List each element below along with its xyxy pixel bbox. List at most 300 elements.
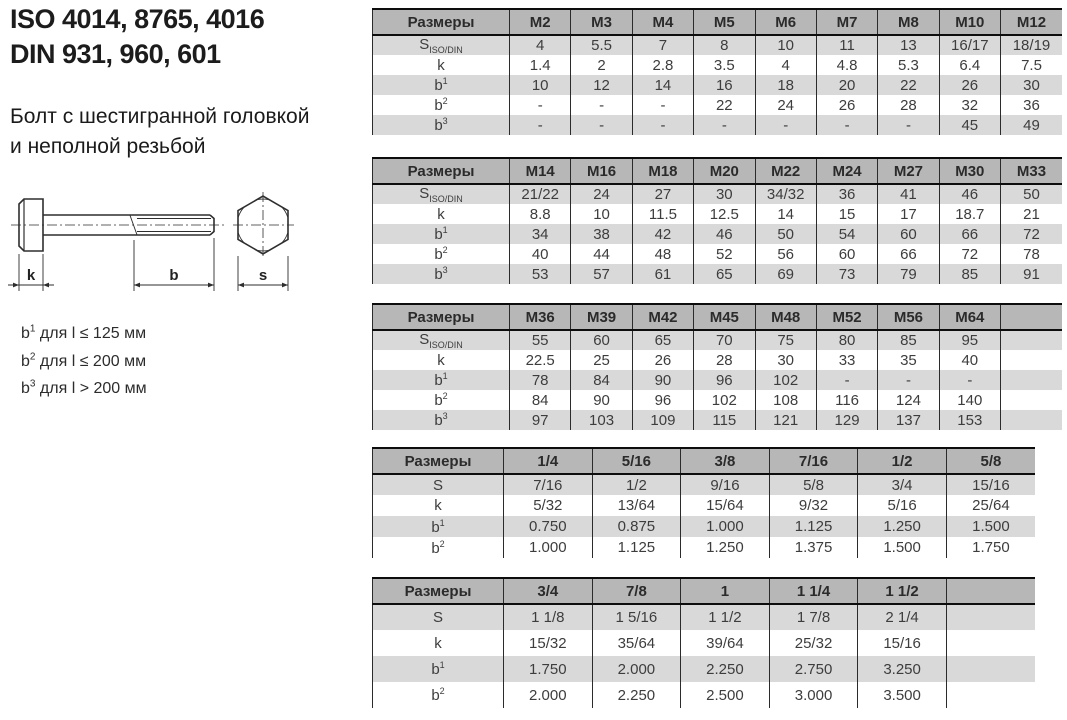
dimension-value: 0.750: [504, 516, 593, 537]
dimension-value: 26: [939, 75, 1000, 95]
dimension-value: 84: [571, 370, 632, 390]
size-column-header: M24: [816, 158, 877, 184]
thread-length-notes: [21, 320, 147, 403]
dimension-value: 84: [510, 390, 571, 410]
dimension-value: 1.750: [504, 656, 593, 682]
size-column-header: M4: [632, 9, 693, 35]
dimension-value: 1.000: [681, 516, 770, 537]
dimension-value: 18.7: [939, 204, 1000, 224]
table-row: [373, 390, 1063, 410]
size-column-header: M45: [694, 304, 755, 330]
dimension-value: 16: [694, 75, 755, 95]
dimension-value: 22.5: [510, 350, 571, 370]
dimension-value: 66: [878, 244, 939, 264]
dimension-value: 11.5: [632, 204, 693, 224]
dimension-value: 42: [632, 224, 693, 244]
metric-table-m2-m12: [372, 8, 1062, 135]
dimension-row-label: $b^1$: [373, 224, 510, 244]
dimension-value: 5/16: [858, 495, 947, 516]
size-column-header: M8: [878, 9, 939, 35]
dimension-value: 28: [878, 95, 939, 115]
dimension-lines: [8, 238, 288, 291]
dimension-row-label: k: [373, 495, 504, 516]
size-column-header: 1/2: [858, 448, 947, 474]
table-row: [373, 115, 1063, 135]
iso-standards-title: ISO 4014, 8765, 4016: [10, 4, 265, 34]
dimension-value: 3/4: [858, 474, 947, 495]
dimension-row-label: k: [373, 630, 504, 656]
dimension-value: 7/16: [504, 474, 593, 495]
dimension-value: 103: [571, 410, 632, 430]
dimension-row-label: $b^2$: [373, 682, 504, 708]
dimension-value: 44: [571, 244, 632, 264]
dimension-value: 8.8: [510, 204, 571, 224]
dimension-value: 13/64: [592, 495, 681, 516]
dimension-value: -: [816, 115, 877, 135]
dimension-value: 27: [632, 184, 693, 204]
dimension-value: 9/32: [769, 495, 858, 516]
dimension-value: 16/17: [939, 35, 1000, 55]
dimension-value: 25: [571, 350, 632, 370]
metric-table-m36-m64: [372, 303, 1062, 430]
table-row: [373, 604, 1036, 630]
din-standards-title: DIN 931, 960, 601: [10, 39, 221, 70]
dimension-value: 40: [510, 244, 571, 264]
bolt-technical-drawing: [6, 188, 298, 302]
dimension-value: 5.3: [878, 55, 939, 75]
dimension-row-label: $b^3$: [373, 264, 510, 284]
table-corner-header: Размеры: [373, 448, 504, 474]
dimension-value: -: [571, 115, 632, 135]
dimension-value: 2.250: [681, 656, 770, 682]
dimension-value: 24: [571, 184, 632, 204]
size-column-header: M20: [694, 158, 755, 184]
dimension-row-label: $b^1$: [373, 516, 504, 537]
size-column-header: M36: [510, 304, 571, 330]
table-row: [373, 224, 1063, 244]
table-row: [373, 370, 1063, 390]
dimension-value: 1.250: [858, 516, 947, 537]
dimension-row-label: $b^3$: [373, 410, 510, 430]
dimension-value: 2: [571, 55, 632, 75]
table-row: [373, 75, 1063, 95]
dimension-value: -: [632, 95, 693, 115]
size-column-header: M30: [939, 158, 1000, 184]
size-column-header: 3/8: [681, 448, 770, 474]
dimension-value: 1.125: [592, 537, 681, 558]
dimension-value: 4: [755, 55, 816, 75]
dimension-value: -: [878, 115, 939, 135]
dimension-value: 7: [632, 35, 693, 55]
dimension-value: 33: [816, 350, 877, 370]
dimension-value: 21/22: [510, 184, 571, 204]
table-row: [373, 516, 1036, 537]
dimension-value: 12: [571, 75, 632, 95]
dimension-value: 49: [1001, 115, 1063, 135]
size-column-header: M6: [755, 9, 816, 35]
dimension-value: 18: [755, 75, 816, 95]
dimension-value: 8: [694, 35, 755, 55]
dimension-value: 46: [694, 224, 755, 244]
dimension-value: 1 1/8: [504, 604, 593, 630]
product-description: [10, 102, 370, 162]
size-column-header: M14: [510, 158, 571, 184]
dimension-value: 39/64: [681, 630, 770, 656]
product-description-line2: и неполной резьбой: [10, 135, 206, 158]
dimension-label-b: b: [169, 267, 179, 284]
dimension-value: 69: [755, 264, 816, 284]
dimension-row-label: $b^1$: [373, 75, 510, 95]
table-header-row: [373, 578, 1036, 604]
dimension-value: 1.250: [681, 537, 770, 558]
table-header-row: [373, 9, 1063, 35]
size-column-header: M22: [755, 158, 816, 184]
size-column-header: M18: [632, 158, 693, 184]
dimension-value: 10: [510, 75, 571, 95]
dimension-value: 108: [755, 390, 816, 410]
table-row: [373, 264, 1063, 284]
dimension-value: [1001, 370, 1063, 390]
dimension-value: 96: [694, 370, 755, 390]
dimension-table: [372, 303, 1062, 430]
dimension-value: -: [632, 115, 693, 135]
dimension-row-label: $b^2$: [373, 390, 510, 410]
dimension-value: 15/16: [946, 474, 1035, 495]
dimension-value: [946, 656, 1035, 682]
note-b3: $b^3$ для l > 200 мм: [21, 378, 147, 398]
dimension-value: 2.000: [592, 656, 681, 682]
dimension-value: 34/32: [755, 184, 816, 204]
dimension-value: [1001, 410, 1063, 430]
dimension-table: [372, 8, 1062, 135]
dimension-value: 2 1/4: [858, 604, 947, 630]
dimension-value: 4.8: [816, 55, 877, 75]
dimension-value: 6.4: [939, 55, 1000, 75]
size-column-header: M27: [878, 158, 939, 184]
dimension-value: 57: [571, 264, 632, 284]
dimension-value: 41: [878, 184, 939, 204]
size-column-header: [946, 578, 1035, 604]
dimension-value: 52: [694, 244, 755, 264]
dimension-value: 124: [878, 390, 939, 410]
dimension-value: 18/19: [1001, 35, 1063, 55]
dimension-label-s: s: [258, 267, 268, 284]
dimension-value: 61: [632, 264, 693, 284]
dimension-value: 22: [878, 75, 939, 95]
dimension-value: 26: [816, 95, 877, 115]
dimension-value: 65: [632, 330, 693, 350]
dimension-value: -: [510, 115, 571, 135]
dimension-value: 5/32: [504, 495, 593, 516]
dimension-value: 129: [816, 410, 877, 430]
dimension-value: 36: [816, 184, 877, 204]
size-column-header: M2: [510, 9, 571, 35]
table-corner-header: Размеры: [373, 9, 510, 35]
table-row: [373, 95, 1063, 115]
dimension-value: 65: [694, 264, 755, 284]
dimension-value: 70: [694, 330, 755, 350]
dimension-value: 1.500: [858, 537, 947, 558]
table-header-row: [373, 304, 1063, 330]
dimension-value: 14: [755, 204, 816, 224]
dimension-value: 2.000: [504, 682, 593, 708]
size-column-header: 1 1/2: [858, 578, 947, 604]
dimension-value: 50: [1001, 184, 1063, 204]
dimension-value: 80: [816, 330, 877, 350]
table-row: [373, 244, 1063, 264]
size-column-header: M33: [1001, 158, 1063, 184]
dimension-value: 90: [571, 390, 632, 410]
dimension-value: 60: [571, 330, 632, 350]
dimension-table: [372, 577, 1035, 708]
table-row: [373, 630, 1036, 656]
table-row: [373, 682, 1036, 708]
dimension-value: [1001, 390, 1063, 410]
dimension-value: 85: [939, 264, 1000, 284]
dimension-value: [946, 630, 1035, 656]
dimension-row-label: $b^2$: [373, 95, 510, 115]
dimension-value: 3.250: [858, 656, 947, 682]
dimension-value: 11: [816, 35, 877, 55]
dimension-value: -: [755, 115, 816, 135]
size-column-header: M56: [878, 304, 939, 330]
dimension-value: 15/16: [858, 630, 947, 656]
dimension-value: 48: [632, 244, 693, 264]
dimension-value: 14: [632, 75, 693, 95]
dimension-value: 0.875: [592, 516, 681, 537]
dimension-row-label: $S_{ISO/DIN}$: [373, 330, 510, 350]
dimension-value: 1.000: [504, 537, 593, 558]
dimension-value: 116: [816, 390, 877, 410]
dimension-value: -: [939, 370, 1000, 390]
table-row: [373, 537, 1036, 558]
product-description-line1: Болт с шестигранной головкой: [10, 105, 310, 129]
dimension-value: 137: [878, 410, 939, 430]
size-column-header: M48: [755, 304, 816, 330]
dimension-value: 20: [816, 75, 877, 95]
dimension-value: 7.5: [1001, 55, 1063, 75]
dimension-value: 21: [1001, 204, 1063, 224]
dimension-row-label: $b^2$: [373, 244, 510, 264]
dimension-value: 102: [694, 390, 755, 410]
dimension-value: 1 1/2: [681, 604, 770, 630]
dimension-value: -: [510, 95, 571, 115]
dimension-value: 26: [632, 350, 693, 370]
dimension-value: 36: [1001, 95, 1063, 115]
table-row: [373, 474, 1036, 495]
size-column-header: 7/8: [592, 578, 681, 604]
dimension-value: 90: [632, 370, 693, 390]
size-column-header: M64: [939, 304, 1000, 330]
dimension-row-label: $S_{ISO/DIN}$: [373, 35, 510, 55]
dimension-value: 102: [755, 370, 816, 390]
size-column-header: M16: [571, 158, 632, 184]
table-header-row: [373, 158, 1063, 184]
dimension-value: 32: [939, 95, 1000, 115]
size-column-header: 1/4: [504, 448, 593, 474]
dimension-row-label: S: [373, 604, 504, 630]
dimension-value: 115: [694, 410, 755, 430]
size-column-header: 5/16: [592, 448, 681, 474]
dimension-value: 1.375: [769, 537, 858, 558]
dimension-value: 72: [1001, 224, 1063, 244]
size-column-header: M10: [939, 9, 1000, 35]
dimension-table: [372, 157, 1062, 284]
dimension-row-label: $b^2$: [373, 537, 504, 558]
note-b2: $b^2$ для l ≤ 200 мм: [21, 351, 147, 370]
dimension-value: 38: [571, 224, 632, 244]
dimension-value: 5.5: [571, 35, 632, 55]
dimension-value: 1 7/8: [769, 604, 858, 630]
dimension-value: 79: [878, 264, 939, 284]
dimension-value: 40: [939, 350, 1000, 370]
size-column-header: M3: [571, 9, 632, 35]
table-row: [373, 184, 1063, 204]
dimension-value: [1001, 350, 1063, 370]
dimension-value: 3.5: [694, 55, 755, 75]
dimension-value: 5/8: [769, 474, 858, 495]
dimension-value: 153: [939, 410, 1000, 430]
size-column-header: M5: [694, 9, 755, 35]
dimension-value: -: [878, 370, 939, 390]
table-row: [373, 656, 1036, 682]
dimension-value: 75: [755, 330, 816, 350]
dimension-row-label: k: [373, 55, 510, 75]
dimension-value: -: [816, 370, 877, 390]
dimension-value: 15: [816, 204, 877, 224]
dimension-value: 78: [510, 370, 571, 390]
size-column-header: M42: [632, 304, 693, 330]
dimension-value: -: [571, 95, 632, 115]
dimension-value: 95: [939, 330, 1000, 350]
dimension-value: 60: [878, 224, 939, 244]
dimension-value: 85: [878, 330, 939, 350]
dimension-value: 1.125: [769, 516, 858, 537]
dimension-value: 28: [694, 350, 755, 370]
size-column-header: [1001, 304, 1063, 330]
dimension-value: [946, 682, 1035, 708]
table-row: [373, 55, 1063, 75]
dimension-value: 15/64: [681, 495, 770, 516]
dimension-value: 9/16: [681, 474, 770, 495]
dimension-value: 109: [632, 410, 693, 430]
note-b1: $b^1$ для l ≤ 125 мм: [21, 323, 147, 342]
dimension-value: 78: [1001, 244, 1063, 264]
dimension-value: 4: [510, 35, 571, 55]
table-row: [373, 410, 1063, 430]
dimension-label-k: k: [26, 267, 36, 284]
dimension-value: 121: [755, 410, 816, 430]
dimension-value: 22: [694, 95, 755, 115]
table-corner-header: Размеры: [373, 304, 510, 330]
dimension-value: 96: [632, 390, 693, 410]
dimension-value: 66: [939, 224, 1000, 244]
size-column-header: 1: [681, 578, 770, 604]
dimension-row-label: S: [373, 474, 504, 495]
dimension-value: 30: [694, 184, 755, 204]
dimension-value: 3.000: [769, 682, 858, 708]
size-column-header: 1 1/4: [769, 578, 858, 604]
dimension-value: 25/32: [769, 630, 858, 656]
size-column-header: M12: [1001, 9, 1063, 35]
metric-table-m14-m33: [372, 157, 1062, 284]
dimension-value: 140: [939, 390, 1000, 410]
size-column-header: M7: [816, 9, 877, 35]
table-row: [373, 495, 1036, 516]
dimension-value: 30: [755, 350, 816, 370]
dimension-value: 2.500: [681, 682, 770, 708]
dimension-value: 60: [816, 244, 877, 264]
imperial-table-small-sizes: [372, 447, 1035, 558]
dimension-table: [372, 447, 1035, 558]
dimension-value: 10: [755, 35, 816, 55]
size-column-header: M39: [571, 304, 632, 330]
dimension-value: 1 5/16: [592, 604, 681, 630]
dimension-value: 72: [939, 244, 1000, 264]
dimension-value: 24: [755, 95, 816, 115]
dimension-value: 25/64: [946, 495, 1035, 516]
size-column-header: M52: [816, 304, 877, 330]
dimension-value: [946, 604, 1035, 630]
dimension-value: 97: [510, 410, 571, 430]
dimension-value: 45: [939, 115, 1000, 135]
table-corner-header: Размеры: [373, 578, 504, 604]
table-row: [373, 350, 1063, 370]
table-row: [373, 204, 1063, 224]
dimension-row-label: $b^1$: [373, 370, 510, 390]
dimension-row-label: $b^3$: [373, 115, 510, 135]
table-header-row: [373, 448, 1036, 474]
size-column-header: 5/8: [946, 448, 1035, 474]
dimension-value: 35/64: [592, 630, 681, 656]
dimension-row-label: $S_{ISO/DIN}$: [373, 184, 510, 204]
left-pane: [10, 2, 370, 162]
dimension-value: 2.250: [592, 682, 681, 708]
dimension-value: 1/2: [592, 474, 681, 495]
dimension-value: 17: [878, 204, 939, 224]
dimension-value: 50: [755, 224, 816, 244]
dimension-value: 2.750: [769, 656, 858, 682]
dimension-value: 3.500: [858, 682, 947, 708]
table-row: [373, 330, 1063, 350]
table-row: [373, 35, 1063, 55]
size-column-header: 7/16: [769, 448, 858, 474]
dimension-value: 1.4: [510, 55, 571, 75]
dimension-value: 35: [878, 350, 939, 370]
dimension-value: 2.8: [632, 55, 693, 75]
dimension-value: 46: [939, 184, 1000, 204]
table-corner-header: Размеры: [373, 158, 510, 184]
dimension-value: 34: [510, 224, 571, 244]
dimension-row-label: $b^1$: [373, 656, 504, 682]
dimension-value: 30: [1001, 75, 1063, 95]
dimension-row-label: k: [373, 204, 510, 224]
dimension-value: 1.750: [946, 537, 1035, 558]
dimension-value: 56: [755, 244, 816, 264]
dimension-value: 55: [510, 330, 571, 350]
dimension-value: 13: [878, 35, 939, 55]
dimension-value: 12.5: [694, 204, 755, 224]
dimension-value: 91: [1001, 264, 1063, 284]
size-column-header: 3/4: [504, 578, 593, 604]
dimension-value: 53: [510, 264, 571, 284]
dimension-value: 15/32: [504, 630, 593, 656]
dimension-row-label: k: [373, 350, 510, 370]
imperial-table-large-sizes: [372, 577, 1035, 708]
dimension-value: 10: [571, 204, 632, 224]
dimension-value: 54: [816, 224, 877, 244]
dimension-value: [1001, 330, 1063, 350]
